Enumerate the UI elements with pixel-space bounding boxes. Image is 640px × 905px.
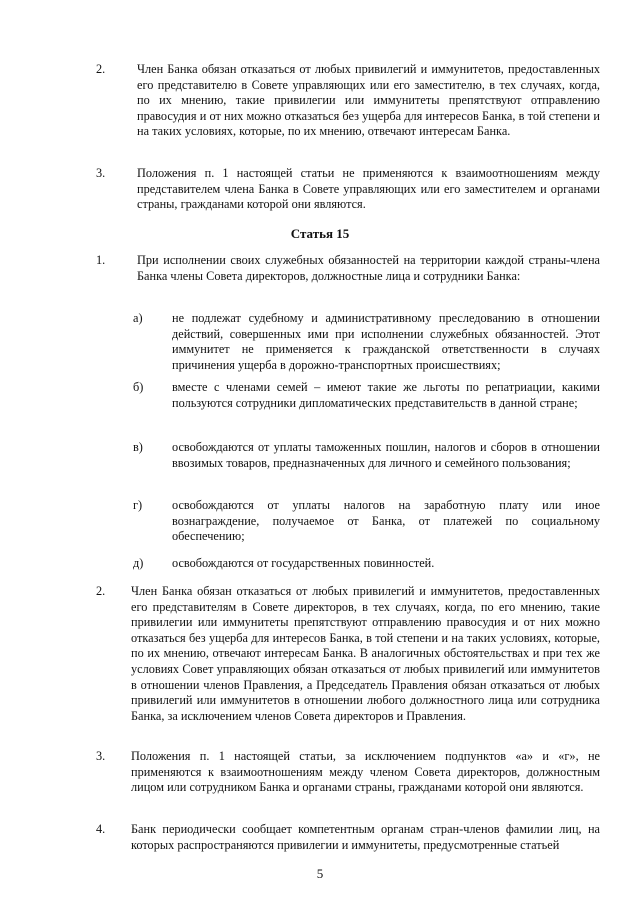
clause-number: 3. [96,749,106,763]
clause-text: Положения п. 1 настоящей статьи, за исключением подпунктов «а» и «г», не применяются к взаимоотношениям между членом Совета директоров, должностным лицом или сотрудником Банка и органами страны, гражданами которой они являются. [131,749,600,795]
clause-number: 1. [96,253,106,267]
clause-number: 4. [96,822,106,836]
subitem-letter: а) [133,311,143,325]
clause-text: При исполнении своих служебных обязанностей на территории каждой страны-члена Банка члены Совета директоров, должностные лица и сотрудники Банка: [137,253,600,283]
subitem-letter: г) [133,498,143,512]
clause-number: 2. [96,584,106,598]
paragraph-text: Положения п. 1 настоящей статьи не применяются к взаимоотношениям между представителем члена Банка в Совете управляющих или его заместителем и органами страны, гражданами которой они являются. [137,166,600,212]
paragraph-text: Член Банка обязан отказаться от любых привилегий и иммунитетов, предоставленных его представителю в Совете управляющих или его заместителю, в тех случаях, когда, по их мнению, такие привилегии или иммунитеты препятствуют отправлению правосудия и от них можно отказаться без ущерба для интересов Банка, в той степени и на таких условиях, которые, по их мнению, отвечают интересам Банка. [137,62,600,139]
paragraph-number: 2. [96,62,106,76]
clause-text: Член Банка обязан отказаться от любых привилегий и иммунитетов, предоставленных его представителям в Совете директоров, в тех случаях, когда, по его мнению, такие привилегии или иммунитеты препятствуют отправлению правосудия и от них можно отказаться без ущерба для интересов Банка, в той степени и на таких условиях, которые, по их мнению, отвечают интересам Банка. В аналогичных обстоятельствах и при тех же условиях Совет управляющих обязан отказаться от любых привилегий или иммунитетов в отношении членов Правления, а Председатель Правления обязан отказаться от любых привилегий или иммунитетов в отношении любого должностного лица или сотрудника Банка, за исключением членов Совета директоров и Правления. [131,584,600,723]
page-number: 5 [316,866,324,881]
subitem-letter: д) [133,556,144,570]
subitem-text: вместе с членами семей – имеют такие же льготы по репатриации, какими пользуются сотрудники дипломатических представительств в данной стране; [172,380,600,410]
subitem-text: освобождаются от уплаты налогов на заработную плату или иное вознаграждение, получаемое от Банка, от платежей по социальному обеспечению; [172,498,600,544]
subitem-letter: в) [133,440,143,454]
subitem-text: освобождаются от уплаты таможенных пошлин, налогов и сборов в отношении ввозимых товаров, предназначенных для личного и семейного пользования; [172,440,600,470]
subitem-letter: б) [133,380,144,394]
subitem-text: освобождаются от государственных повинностей. [172,556,435,570]
article-title: Статья 15 [290,226,350,241]
subitem-text: не подлежат судебному и административному преследованию в отношении действий, совершенных ими при исполнении служебных обязанностей. Этот иммунитет не применяется к гражданской ответственности в случаях причинения ущерба в дорожно-транспортных происшествиях; [172,311,600,372]
paragraph-number: 3. [96,166,106,180]
clause-text: Банк периодически сообщает компетентным органам стран-членов фамилии лиц, на которых распространяются привилегии и иммунитеты, предусмотренные статьей [131,822,600,852]
